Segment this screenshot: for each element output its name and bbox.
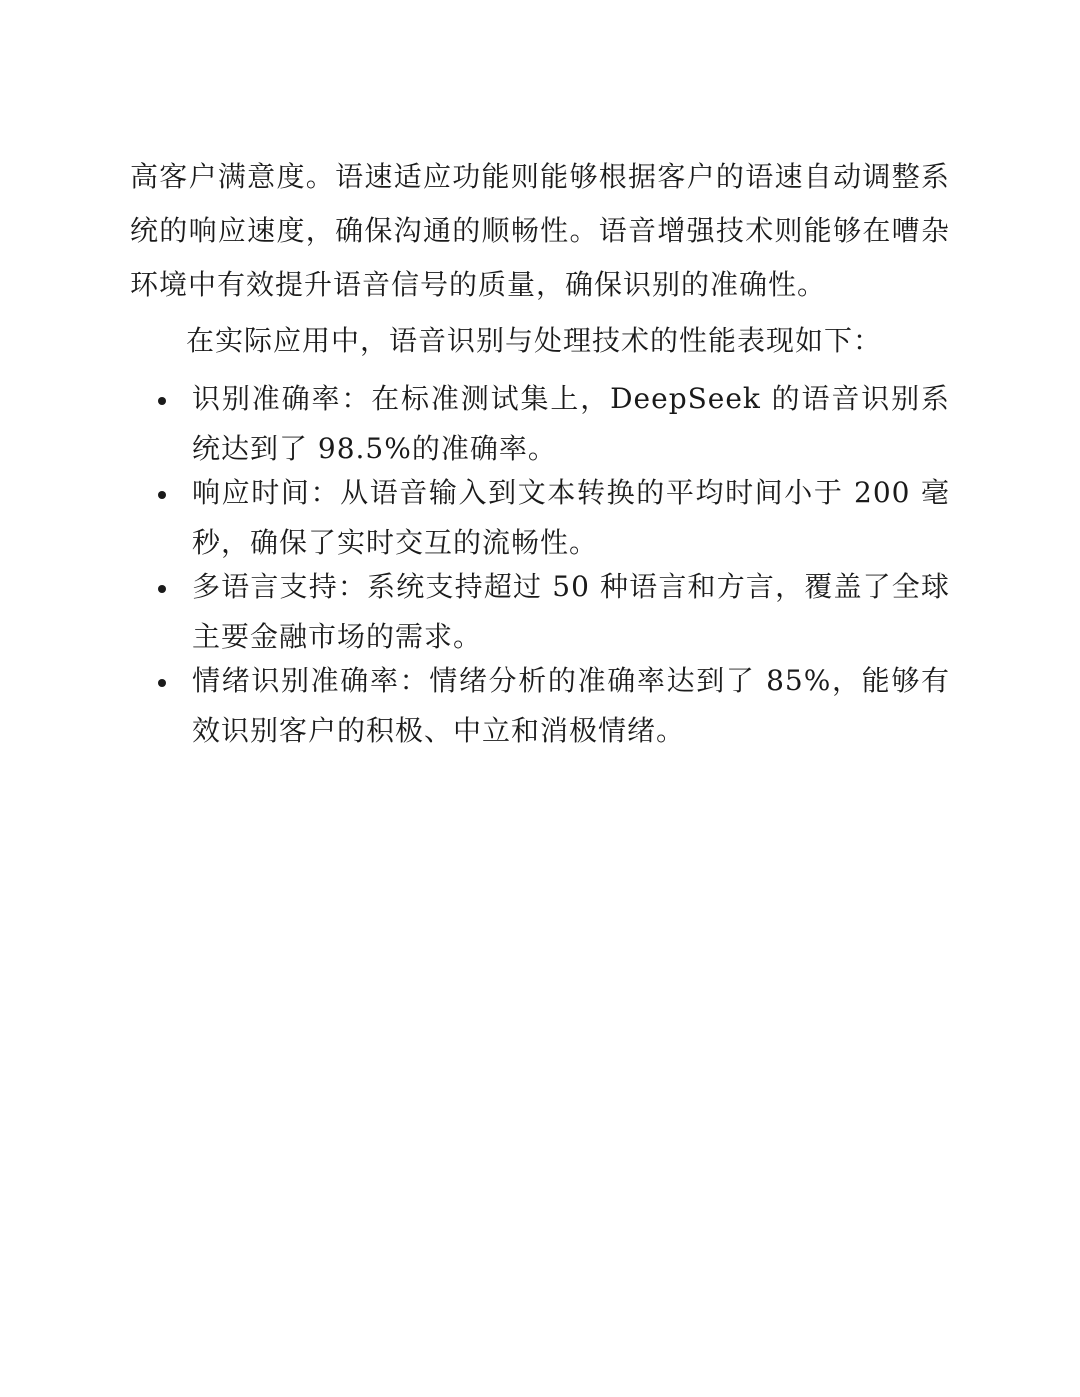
list-item-text: 识别准确率：在标准测试集上，DeepSeek 的语音识别系统达到了 98.5%的准确率。	[192, 382, 950, 465]
list-item-text: 响应时间：从语音输入到文本转换的平均时间小于 200 毫秒，确保了实时交互的流畅性。	[192, 476, 950, 559]
bullet-icon	[158, 585, 166, 593]
list-item	[130, 562, 950, 662]
list-item-text: 多语言支持：系统支持超过 50 种语言和方言，覆盖了全球主要金融市场的需求。	[192, 570, 950, 653]
bullet-icon	[158, 679, 166, 687]
list-item	[130, 468, 950, 568]
continued-paragraph: 高客户满意度。语速适应功能则能够根据客户的语速自动调整系统的响应速度，确保沟通的顺畅性。语音增强技术则能够在嘈杂环境中有效提升语音信号的质量，确保识别的准确性。	[130, 160, 950, 301]
intro-paragraph: 在实际应用中，语音识别与处理技术的性能表现如下：	[186, 324, 883, 357]
bullet-icon	[158, 397, 166, 405]
document-body	[130, 150, 950, 750]
list-item	[130, 656, 950, 756]
bullet-icon	[158, 491, 166, 499]
performance-list	[130, 374, 950, 756]
list-item-text: 情绪识别准确率：情绪分析的准确率达到了 85%，能够有效识别客户的积极、中立和消极情绪。	[192, 664, 950, 747]
list-item	[130, 374, 950, 474]
